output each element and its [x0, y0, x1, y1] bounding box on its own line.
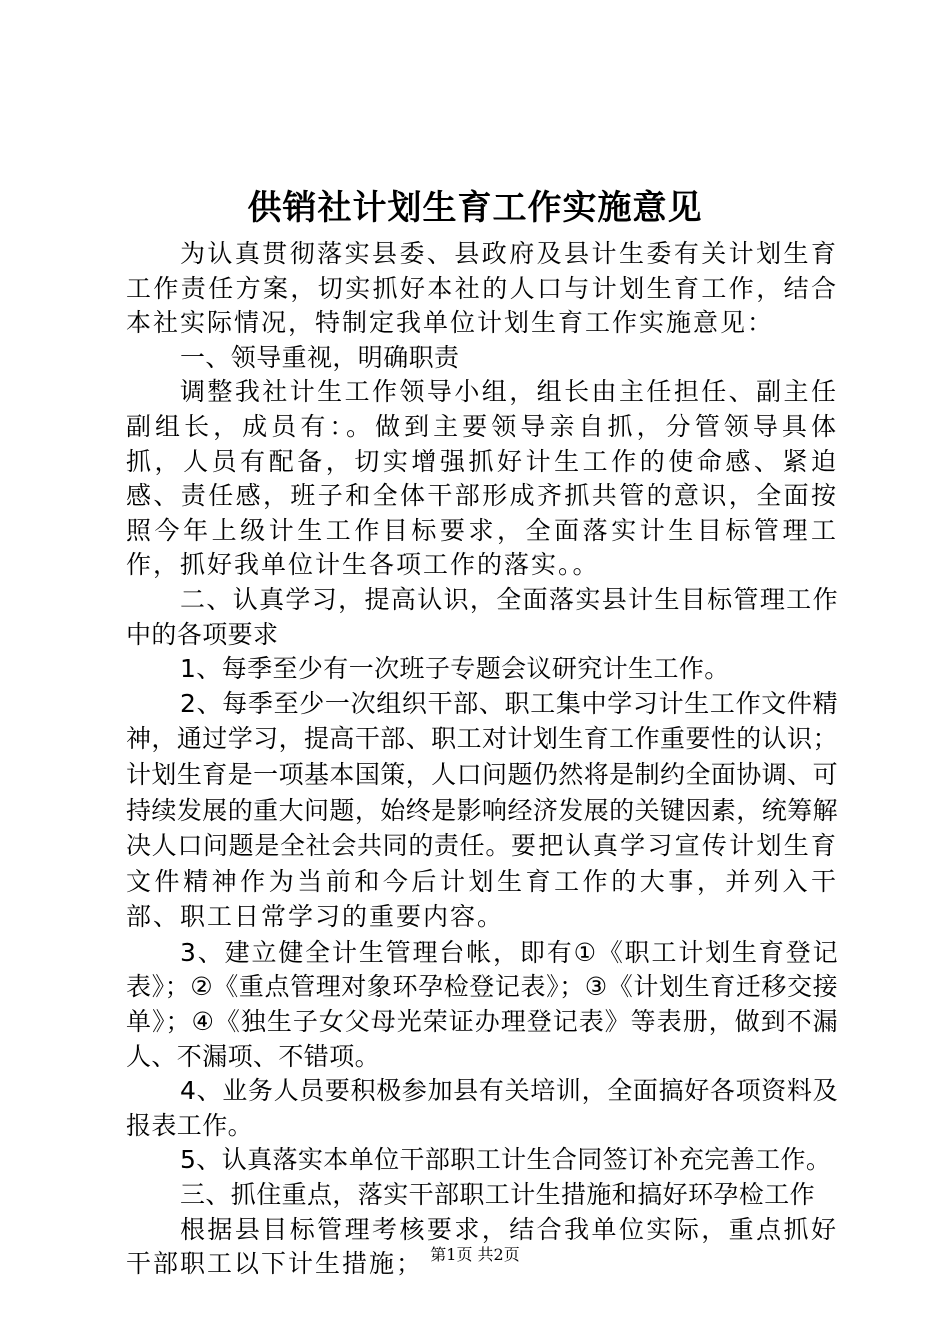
list-item-2-lead: 2、每季至少一次组织干部、职工集中学习计生工作文件精神，通过学习，提高干部、职工对计划生育工作重要性的认识；: [126, 688, 838, 754]
list-item-5: 5、认真落实本单位干部职工计生合同签订补充完善工作。: [180, 1145, 832, 1175]
list-item-4: 4、业务人员要积极参加县有关培训，全面搞好各项资料及报表工作。: [126, 1076, 838, 1140]
section-heading-2: 二、认真学习，提高认识，全面落实县计生目标管理工作中的各项要求: [126, 584, 838, 649]
document-title: 供销社计划生育工作实施意见: [247, 188, 703, 228]
list-item-3: 3、建立健全计生管理台帐，即有①《职工计划生育登记表》；②《重点管理对象环孕检登记表》；③《计划生育迁移交接单》；④《独生子女父母光荣证办理登记表》等表册，做到不漏人、不漏项、不错项。: [126, 937, 838, 1071]
list-item-2-middle: 计划生育是一项基本国策，人口问题仍然将是制约全面协调、可持续发展的重大问题，始终是影响经济发展的关键因素，统筹解决人口问题是全社会共同的责任。: [126, 759, 838, 861]
section-heading-3: 三、抓住重点，落实干部职工计生措施和搞好环孕检工作: [180, 1180, 816, 1210]
section-3-paragraph: 根据县目标管理考核要求，结合我单位实际，重点抓好干部职工以下计生措施；: [126, 1214, 838, 1279]
section-1-paragraph: 调整我社计生工作领导小组，组长由主任担任、副主任副组长，成员有：。做到主要领导亲自抓，分管领导具体抓，人员有配备，切实增强抓好计生工作的使命感、紧迫感、责任感，班子和全体干部形成齐抓共管的意识，全面按照今年上级计生工作目标要求，全面落实计生目标管理工作，抓好我单位计生各项工作的落实。。: [126, 377, 838, 580]
list-item-1: 1、每季至少有一次班子专题会议研究计生工作。: [180, 654, 730, 684]
document-body: [126, 237, 838, 1282]
list-item-2: [126, 687, 838, 936]
intro-paragraph: 为认真贯彻落实县委、县政府及县计生委有关计划生育工作责任方案，切实抓好本社的人口与计划生育工作，结合本社实际情况，特制定我单位计划生育工作实施意见：: [126, 239, 838, 338]
page-footer: 第1页 共2页: [430, 1245, 520, 1264]
list-item-2-tail: 要把认真学习宣传计划生育文件精神作为当前和今后计划生育工作的大事，并列入干部、职工日常学习的重要内容。: [126, 831, 838, 932]
section-heading-1: 一、领导重视，明确职责: [180, 342, 460, 372]
